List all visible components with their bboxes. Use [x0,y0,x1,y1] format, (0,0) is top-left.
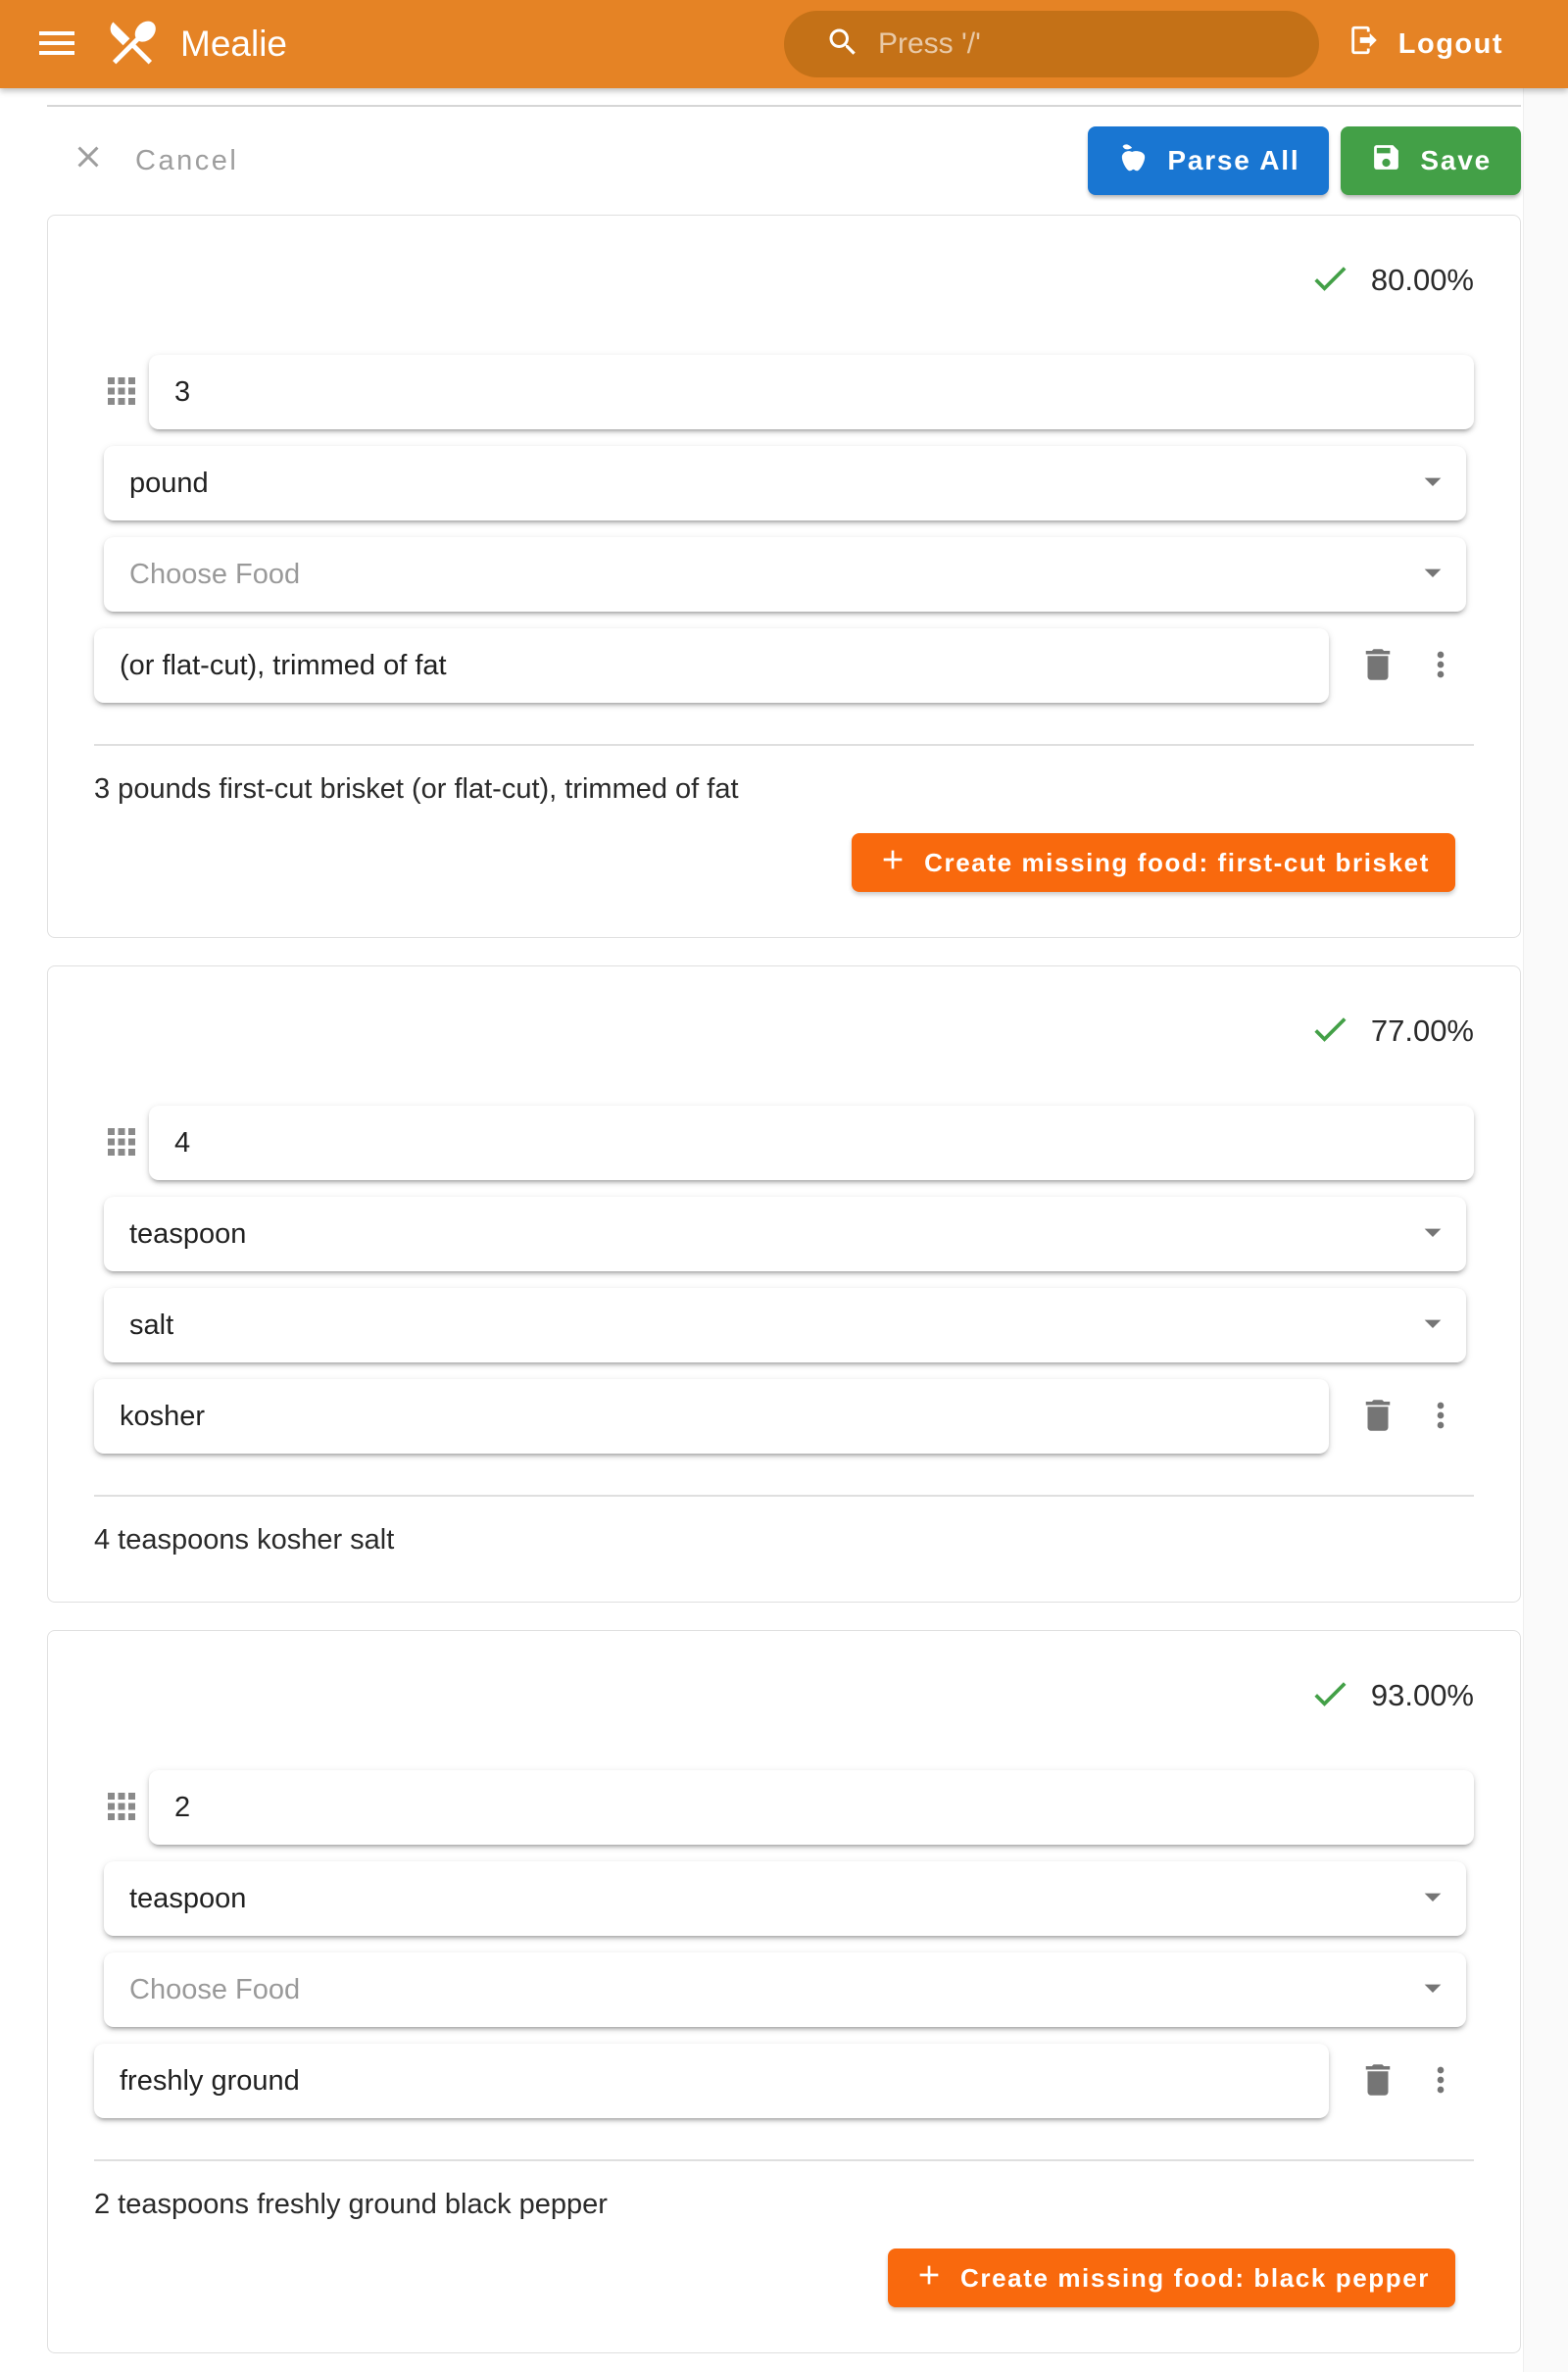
logout-button[interactable] [1348,0,1503,88]
logout-label: Logout [1397,27,1503,60]
card-divider [94,1495,1474,1497]
unit-value: teaspoon [129,1882,247,1914]
quantity-input[interactable] [149,1770,1474,1845]
ingredient-card-2 [47,965,1521,1603]
check-icon [1308,257,1351,305]
original-ingredient-text: 3 pounds first-cut brisket (or flat-cut), trimmed of fat [94,773,739,805]
ingredient-parser-page [0,105,1521,2353]
hamburger-icon [33,20,80,70]
card-divider [94,2159,1474,2161]
dropdown-arrow-icon [1413,462,1466,506]
confidence-value: 77.00% [1370,1013,1474,1048]
plus-icon [877,844,908,882]
drag-grid-icon [101,1121,142,1165]
food-select[interactable] [104,1952,1466,2027]
parse-all-button[interactable] [1088,126,1329,195]
ingredient-card-3 [47,1630,1521,2353]
dropdown-arrow-icon [1413,1304,1466,1348]
drag-handle[interactable] [94,355,149,429]
delete-ingredient-button[interactable] [1350,2053,1405,2108]
scrollbar-gutter[interactable] [1523,88,1568,2372]
search-bar[interactable] [784,11,1319,77]
create-missing-food-button[interactable] [852,833,1455,892]
drag-grid-icon [101,371,142,415]
unit-select[interactable] [104,1861,1466,1936]
trash-icon [1357,2059,1398,2103]
app-title: Mealie [180,24,287,64]
food-value: salt [129,1309,174,1341]
note-input[interactable] [94,1379,1329,1454]
card-divider [94,744,1474,746]
confidence-row [94,255,1474,306]
dropdown-arrow-icon [1413,1877,1466,1921]
save-floppy-icon [1370,141,1402,180]
dropdown-arrow-icon [1413,553,1466,597]
app-header [0,0,1568,88]
check-icon [1308,1672,1351,1720]
search-icon [808,25,860,65]
drag-handle[interactable] [94,1770,149,1845]
logout-icon [1348,24,1381,65]
search-input[interactable] [878,27,1296,61]
parse-all-label: Parse All [1167,145,1300,175]
create-missing-food-button[interactable] [888,2248,1455,2307]
more-options-button[interactable] [1415,1389,1466,1444]
mealie-logo[interactable] [104,14,161,75]
delete-ingredient-button[interactable] [1350,1389,1405,1444]
quantity-input[interactable] [149,1106,1474,1180]
check-icon [1308,1008,1351,1056]
crossed-cutlery-icon [104,14,161,75]
original-ingredient-text: 2 teaspoons freshly ground black pepper [94,2189,608,2220]
food-placeholder: Choose Food [129,558,301,590]
dots-vertical-icon [1421,1396,1460,1438]
cancel-button[interactable] [71,139,238,182]
parser-toolbar [47,107,1521,215]
more-options-button[interactable] [1415,2053,1466,2108]
hamburger-menu-button[interactable] [27,15,86,74]
food-select[interactable] [104,537,1466,612]
dots-vertical-icon [1421,2060,1460,2102]
dots-vertical-icon [1421,645,1460,687]
drag-grid-icon [101,1786,142,1830]
save-label: Save [1420,145,1492,175]
confidence-value: 80.00% [1370,263,1474,297]
unit-value: pound [129,467,209,499]
food-placeholder: Choose Food [129,1973,301,2005]
confidence-row [94,1670,1474,1721]
dropdown-arrow-icon [1413,1968,1466,2012]
cancel-label: Cancel [135,144,239,176]
food-select[interactable] [104,1288,1466,1362]
quantity-input[interactable] [149,355,1474,429]
unit-value: teaspoon [129,1217,247,1250]
delete-ingredient-button[interactable] [1350,638,1405,693]
close-icon [71,139,106,182]
original-ingredient-text: 4 teaspoons kosher salt [94,1524,395,1556]
more-options-button[interactable] [1415,638,1466,693]
trash-icon [1357,1395,1398,1439]
create-missing-food-label: Create missing food: black pepper [959,2262,1430,2293]
unit-select[interactable] [104,446,1466,520]
plus-icon [913,2259,945,2298]
apple-icon [1117,141,1150,180]
dropdown-arrow-icon [1413,1212,1466,1257]
drag-handle[interactable] [94,1106,149,1180]
note-input[interactable] [94,2044,1329,2118]
ingredient-card-1 [47,215,1521,938]
note-input[interactable] [94,628,1329,703]
trash-icon [1357,644,1398,688]
save-button[interactable] [1341,126,1521,195]
create-missing-food-label: Create missing food: first-cut brisket [924,847,1430,877]
confidence-value: 93.00% [1370,1678,1474,1712]
confidence-row [94,1006,1474,1057]
unit-select[interactable] [104,1197,1466,1271]
